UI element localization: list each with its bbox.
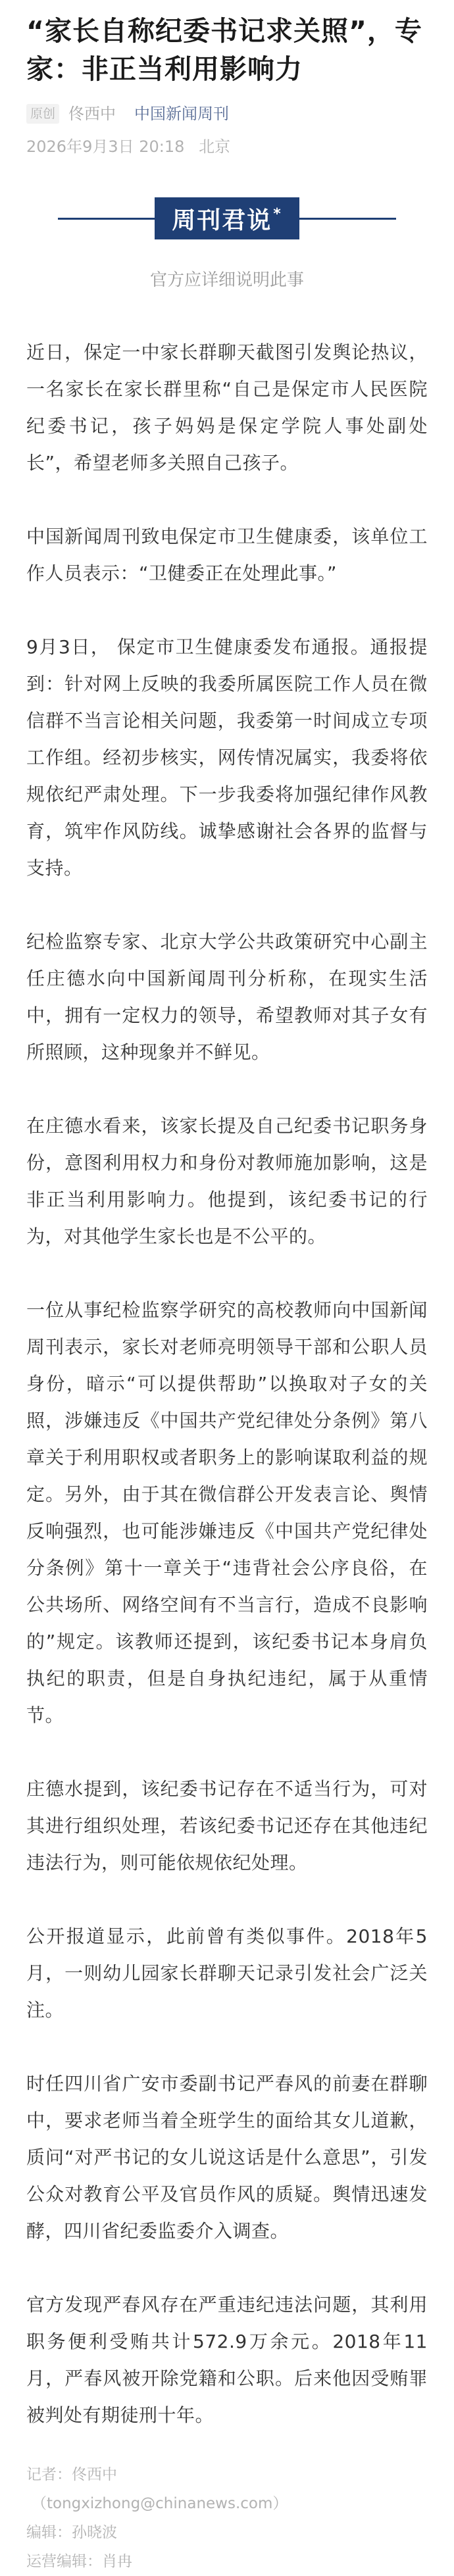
article-credits bbox=[26, 2460, 428, 2576]
paragraph: 在庄德水看来，该家长提及自己纪委书记职务身份，意图利用权力和身份对教师施加影响，这是非正当利用影响力。他提到，该纪委书记的行为，对其他学生家长也是不公平的。 bbox=[26, 1115, 428, 1247]
account-link[interactable]: 中国新闻周刊 bbox=[134, 105, 230, 123]
reporter-name: 佟西中 bbox=[72, 2466, 117, 2483]
editor-credit bbox=[26, 2518, 428, 2547]
article-title: “家长自称纪委书记求关照”，专家：非正当利用影响力 bbox=[26, 15, 422, 85]
banner-text: 周刊君说 bbox=[172, 207, 272, 234]
paragraph: 近日，保定一中家长群聊天截图引发舆论热议，一名家长在家长群里称“自己是保定市人民医院纪委书记，孩子妈妈是保定学院人事处副处长”，希望老师多关照自己孩子。 bbox=[26, 341, 428, 474]
paragraph: 纪检监察专家、北京大学公共政策研究中心副主任庄德水向中国新闻周刊分析称，在现实生活中，拥有一定权力的领导，希望教师对其子女有所照顾，这种现象并不鲜见。 bbox=[26, 931, 428, 1063]
paragraph: 中国新闻周刊致电保定市卫生健康委，该单位工作人员表示：“卫健委正在处理此事。” bbox=[26, 526, 428, 584]
article-subtitle: 官方应详细说明此事 bbox=[149, 270, 304, 290]
paragraph: 9月3日， 保定市卫生健康委发布通报。通报提到：针对网上反映的我委所属医院工作人员在微信群不当言论相关问题，我委第一时间成立专项工作组。经初步核实，网传情况属实，我委将依规依纪严肃处理。下一步我委将加强纪律作风教育，筑牢作风防线。诚挚感谢社会各界的监督与支持。 bbox=[26, 636, 428, 879]
column-banner bbox=[26, 197, 428, 239]
paragraph: 时任四川省广安市委副书记严春风的前妻在群聊中，要求老师当着全班学生的面给其女儿道歉，质问“对严书记的女儿说这话是什么意思”，引发公众对教育公平及官员作风的质疑。舆情迅速发酵，四川省纪委监委介入调查。 bbox=[26, 2073, 428, 2242]
paragraph: 一位从事纪检监察学研究的高校教师向中国新闻周刊表示，家长对老师亮明领导干部和公职人员身份，暗示“可以提供帮助”以换取对子女的关照，涉嫌违反《中国共产党纪律处分条例》第八章关于利用职权或者职务上的影响谋取利益的规定。另外，由于其在微信群公开发表言论、舆情反响强烈，也可能涉嫌违反《中国共产党纪律处分条例》第十一章关于“违背社会公序良俗，在公共场所、网络空间有不当言行，造成不良影响的”规定。该教师还提到，该纪委书记本身肩负执纪的职责，但是自身执纪违纪，属于从重情节。 bbox=[26, 1299, 428, 1726]
ops-editor-name: 肖冉 bbox=[102, 2553, 132, 2570]
publish-location: 北京 bbox=[199, 137, 231, 156]
publish-info bbox=[26, 136, 428, 158]
ops-editor-label: 运营编辑： bbox=[26, 2553, 102, 2570]
banner-label bbox=[155, 197, 299, 239]
article-meta bbox=[26, 103, 428, 125]
reporter-label: 记者： bbox=[26, 2466, 72, 2483]
banner-star-icon: * bbox=[273, 205, 282, 222]
editor-name: 孙晓波 bbox=[72, 2524, 117, 2541]
paragraph: 庄德水提到，该纪委书记存在不适当行为，可对其进行组织处理，若该纪委书记还存在其他违纪违法行为，则可能依规依纪处理。 bbox=[26, 1778, 428, 1873]
paragraph: 公开报道显示，此前曾有类似事件。2018年5月，一则幼儿园家长群聊天记录引发社会广泛关注。 bbox=[26, 1925, 428, 2021]
original-badge: 原创 bbox=[26, 104, 59, 124]
ops-editor-credit bbox=[26, 2547, 428, 2576]
article-body bbox=[26, 334, 428, 2434]
editor-label: 编辑： bbox=[26, 2524, 72, 2541]
reporter-email: （tongxizhong@chinanews.com） bbox=[32, 2495, 288, 2512]
author-name: 佟西中 bbox=[68, 105, 116, 123]
reporter-credit bbox=[26, 2460, 428, 2489]
publish-date: 2026年9月3日 20:18 bbox=[26, 137, 185, 156]
paragraph: 官方发现严春风存在严重违纪违法问题，其利用职务便利受贿共计572.9万余元。2018年11月，严春风被开除党籍和公职。后来他因受贿罪被判处有期徒刑十年。 bbox=[26, 2294, 428, 2426]
